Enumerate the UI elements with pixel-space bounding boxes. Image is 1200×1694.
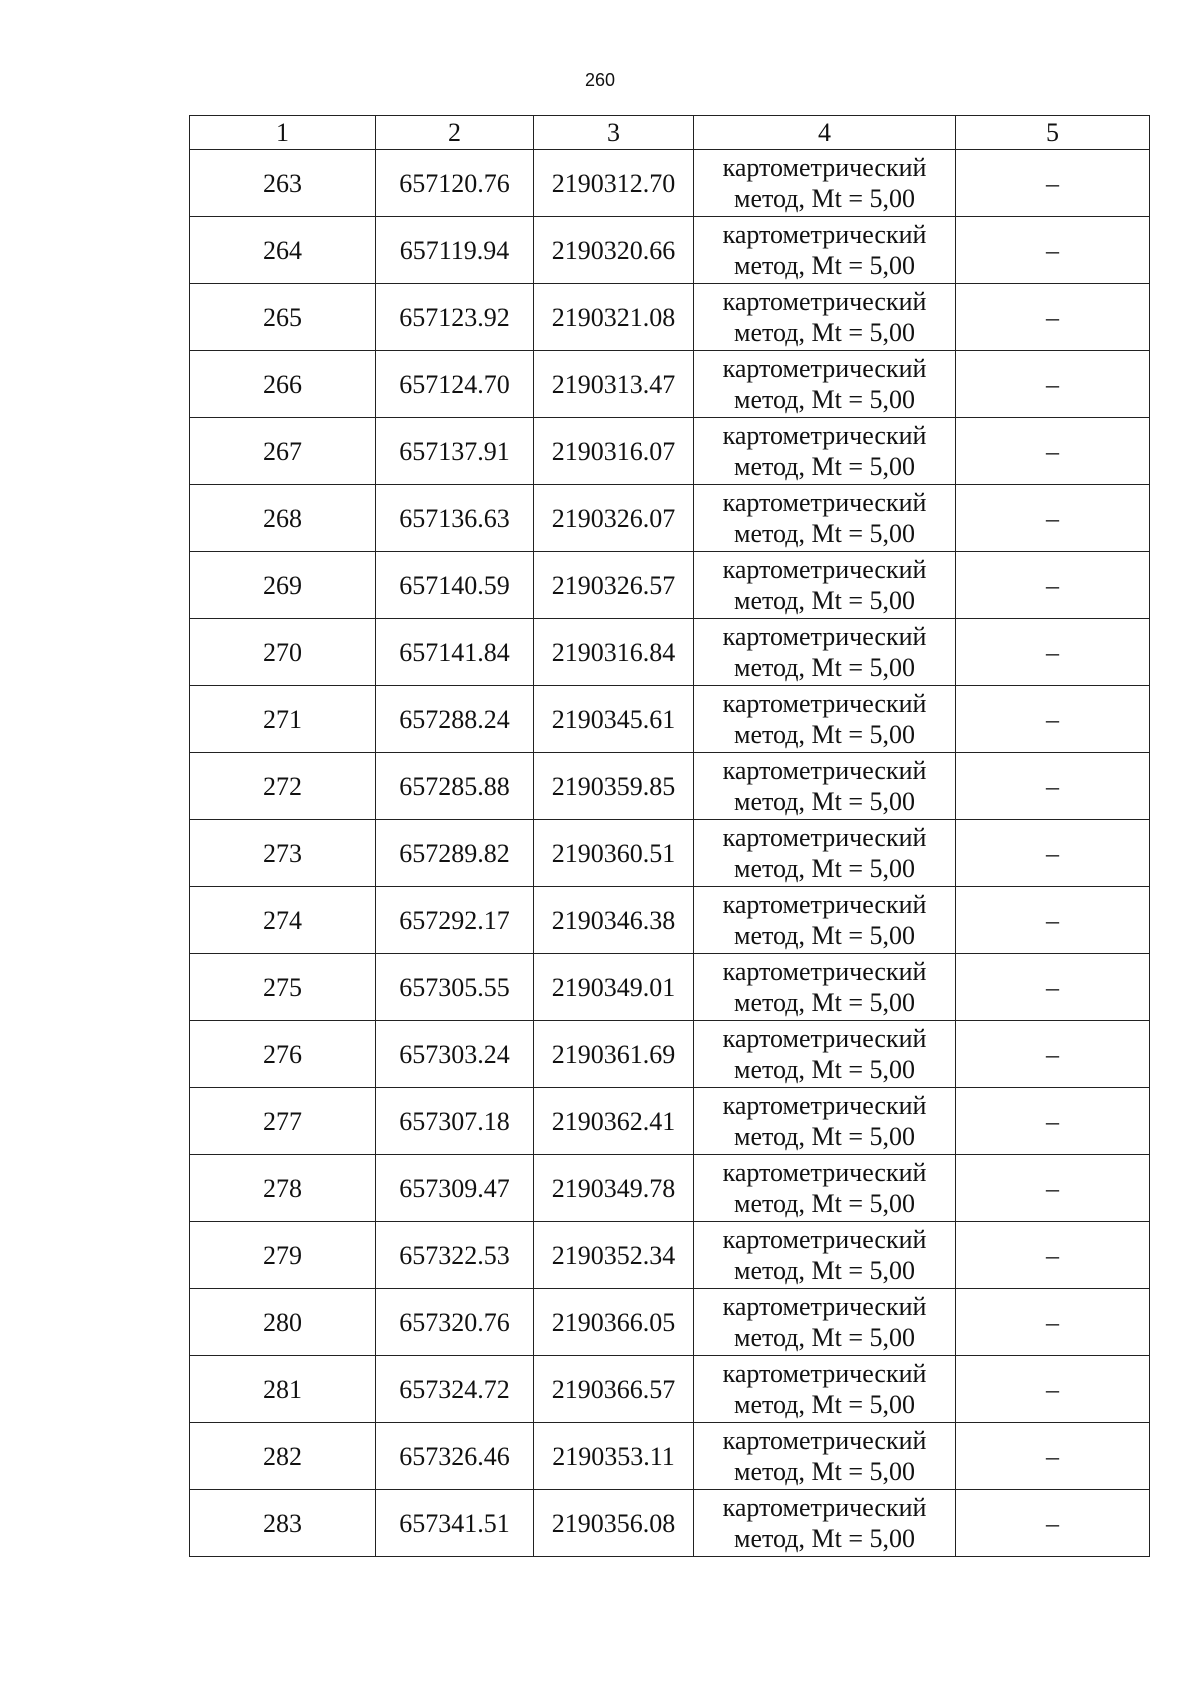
note-cell: –	[956, 1088, 1150, 1155]
method-cell	[694, 1021, 956, 1088]
method-line-2: метод, Mt = 5,00	[734, 1323, 915, 1352]
table-row	[190, 1356, 1150, 1423]
table-row	[190, 418, 1150, 485]
method-line-1: картометрический	[722, 622, 927, 651]
table-row	[190, 485, 1150, 552]
note-cell: –	[956, 552, 1150, 619]
table-row	[190, 284, 1150, 351]
point-number-cell: 269	[190, 552, 376, 619]
header-row	[190, 116, 1150, 150]
point-number-cell: 283	[190, 1490, 376, 1557]
method-cell	[694, 1289, 956, 1356]
method-line-1: картометрический	[722, 153, 927, 182]
method-cell	[694, 552, 956, 619]
method-line-2: метод, Mt = 5,00	[734, 988, 915, 1017]
method-line-2: метод, Mt = 5,00	[734, 653, 915, 682]
x-coordinate-cell: 657119.94	[376, 217, 534, 284]
point-number-cell: 264	[190, 217, 376, 284]
header-col-3: 3	[534, 116, 694, 150]
method-line-1: картометрический	[722, 1158, 927, 1187]
method-line-1: картометрический	[722, 287, 927, 316]
x-coordinate-cell: 657320.76	[376, 1289, 534, 1356]
method-line-2: метод, Mt = 5,00	[734, 519, 915, 548]
method-line-1: картометрический	[722, 756, 927, 785]
point-number-cell: 278	[190, 1155, 376, 1222]
table-row	[190, 351, 1150, 418]
method-cell	[694, 619, 956, 686]
note-cell: –	[956, 217, 1150, 284]
note-cell: –	[956, 1356, 1150, 1423]
x-coordinate-cell: 657309.47	[376, 1155, 534, 1222]
table-row	[190, 1088, 1150, 1155]
method-cell	[694, 1222, 956, 1289]
note-cell: –	[956, 1155, 1150, 1222]
point-number-cell: 270	[190, 619, 376, 686]
y-coordinate-cell: 2190366.05	[534, 1289, 694, 1356]
x-coordinate-cell: 657292.17	[376, 887, 534, 954]
method-cell	[694, 1155, 956, 1222]
note-cell: –	[956, 418, 1150, 485]
point-number-cell: 272	[190, 753, 376, 820]
method-line-1: картометрический	[722, 1024, 927, 1053]
note-cell: –	[956, 887, 1150, 954]
method-line-2: метод, Mt = 5,00	[734, 586, 915, 615]
table-row	[190, 887, 1150, 954]
point-number-cell: 281	[190, 1356, 376, 1423]
method-line-2: метод, Mt = 5,00	[734, 1524, 915, 1553]
note-cell: –	[956, 686, 1150, 753]
method-line-2: метод, Mt = 5,00	[734, 1390, 915, 1419]
y-coordinate-cell: 2190349.01	[534, 954, 694, 1021]
x-coordinate-cell: 657136.63	[376, 485, 534, 552]
y-coordinate-cell: 2190346.38	[534, 887, 694, 954]
x-coordinate-cell: 657322.53	[376, 1222, 534, 1289]
method-cell	[694, 686, 956, 753]
header-col-4: 4	[694, 116, 956, 150]
method-line-1: картометрический	[722, 555, 927, 584]
y-coordinate-cell: 2190316.84	[534, 619, 694, 686]
method-line-2: метод, Mt = 5,00	[734, 1457, 915, 1486]
method-line-2: метод, Mt = 5,00	[734, 1122, 915, 1151]
method-line-2: метод, Mt = 5,00	[734, 184, 915, 213]
method-line-2: метод, Mt = 5,00	[734, 854, 915, 883]
method-cell	[694, 217, 956, 284]
x-coordinate-cell: 657124.70	[376, 351, 534, 418]
note-cell: –	[956, 351, 1150, 418]
note-cell: –	[956, 753, 1150, 820]
table-row	[190, 1021, 1150, 1088]
y-coordinate-cell: 2190326.07	[534, 485, 694, 552]
note-cell: –	[956, 284, 1150, 351]
point-number-cell: 276	[190, 1021, 376, 1088]
point-number-cell: 279	[190, 1222, 376, 1289]
point-number-cell: 275	[190, 954, 376, 1021]
method-line-2: метод, Mt = 5,00	[734, 385, 915, 414]
note-cell: –	[956, 1021, 1150, 1088]
method-line-2: метод, Mt = 5,00	[734, 1055, 915, 1084]
y-coordinate-cell: 2190321.08	[534, 284, 694, 351]
method-line-2: метод, Mt = 5,00	[734, 251, 915, 280]
point-number-cell: 271	[190, 686, 376, 753]
method-line-1: картометрический	[722, 1225, 927, 1254]
method-cell	[694, 351, 956, 418]
x-coordinate-cell: 657324.72	[376, 1356, 534, 1423]
table-header	[190, 116, 1150, 150]
point-number-cell: 267	[190, 418, 376, 485]
table-row	[190, 753, 1150, 820]
method-line-2: метод, Mt = 5,00	[734, 1189, 915, 1218]
y-coordinate-cell: 2190366.57	[534, 1356, 694, 1423]
note-cell: –	[956, 1222, 1150, 1289]
x-coordinate-cell: 657120.76	[376, 150, 534, 217]
method-line-1: картометрический	[722, 823, 927, 852]
method-cell	[694, 1423, 956, 1490]
x-coordinate-cell: 657137.91	[376, 418, 534, 485]
point-number-cell: 265	[190, 284, 376, 351]
note-cell: –	[956, 485, 1150, 552]
table-row	[190, 1490, 1150, 1557]
method-line-1: картометрический	[722, 957, 927, 986]
y-coordinate-cell: 2190360.51	[534, 820, 694, 887]
y-coordinate-cell: 2190313.47	[534, 351, 694, 418]
x-coordinate-cell: 657326.46	[376, 1423, 534, 1490]
method-cell	[694, 820, 956, 887]
table-row	[190, 954, 1150, 1021]
table-row	[190, 552, 1150, 619]
y-coordinate-cell: 2190361.69	[534, 1021, 694, 1088]
method-cell	[694, 1490, 956, 1557]
point-number-cell: 263	[190, 150, 376, 217]
table-row	[190, 217, 1150, 284]
y-coordinate-cell: 2190312.70	[534, 150, 694, 217]
point-number-cell: 274	[190, 887, 376, 954]
method-cell	[694, 150, 956, 217]
method-line-2: метод, Mt = 5,00	[734, 1256, 915, 1285]
note-cell: –	[956, 1289, 1150, 1356]
method-line-1: картометрический	[722, 354, 927, 383]
method-line-1: картометрический	[722, 890, 927, 919]
point-number-cell: 277	[190, 1088, 376, 1155]
table-row	[190, 619, 1150, 686]
method-line-2: метод, Mt = 5,00	[734, 787, 915, 816]
method-line-1: картометрический	[722, 1359, 927, 1388]
x-coordinate-cell: 657307.18	[376, 1088, 534, 1155]
x-coordinate-cell: 657289.82	[376, 820, 534, 887]
coordinates-table	[189, 115, 1150, 1557]
y-coordinate-cell: 2190352.34	[534, 1222, 694, 1289]
x-coordinate-cell: 657341.51	[376, 1490, 534, 1557]
table-row	[190, 686, 1150, 753]
point-number-cell: 280	[190, 1289, 376, 1356]
table-row	[190, 1289, 1150, 1356]
method-line-1: картометрический	[722, 1426, 927, 1455]
note-cell: –	[956, 820, 1150, 887]
note-cell: –	[956, 150, 1150, 217]
method-line-1: картометрический	[722, 1493, 927, 1522]
method-line-1: картометрический	[722, 421, 927, 450]
method-cell	[694, 485, 956, 552]
method-line-1: картометрический	[722, 488, 927, 517]
header-col-5: 5	[956, 116, 1150, 150]
method-cell	[694, 418, 956, 485]
page-number: 260	[584, 70, 616, 90]
y-coordinate-cell: 2190356.08	[534, 1490, 694, 1557]
table-row	[190, 1155, 1150, 1222]
note-cell: –	[956, 1423, 1150, 1490]
table-row	[190, 150, 1150, 217]
note-cell: –	[956, 954, 1150, 1021]
method-line-1: картометрический	[722, 220, 927, 249]
method-cell	[694, 1356, 956, 1423]
method-cell	[694, 887, 956, 954]
header-col-2: 2	[376, 116, 534, 150]
x-coordinate-cell: 657305.55	[376, 954, 534, 1021]
method-line-2: метод, Mt = 5,00	[734, 921, 915, 950]
method-line-1: картометрический	[722, 1091, 927, 1120]
method-line-2: метод, Mt = 5,00	[734, 318, 915, 347]
y-coordinate-cell: 2190362.41	[534, 1088, 694, 1155]
y-coordinate-cell: 2190359.85	[534, 753, 694, 820]
point-number-cell: 266	[190, 351, 376, 418]
x-coordinate-cell: 657141.84	[376, 619, 534, 686]
y-coordinate-cell: 2190316.07	[534, 418, 694, 485]
method-cell	[694, 284, 956, 351]
y-coordinate-cell: 2190345.61	[534, 686, 694, 753]
x-coordinate-cell: 657288.24	[376, 686, 534, 753]
x-coordinate-cell: 657140.59	[376, 552, 534, 619]
method-line-2: метод, Mt = 5,00	[734, 452, 915, 481]
table-row	[190, 820, 1150, 887]
point-number-cell: 282	[190, 1423, 376, 1490]
x-coordinate-cell: 657285.88	[376, 753, 534, 820]
table-row	[190, 1423, 1150, 1490]
method-cell	[694, 954, 956, 1021]
method-cell	[694, 1088, 956, 1155]
y-coordinate-cell: 2190349.78	[534, 1155, 694, 1222]
method-cell	[694, 753, 956, 820]
method-line-1: картометрический	[722, 1292, 927, 1321]
x-coordinate-cell: 657303.24	[376, 1021, 534, 1088]
y-coordinate-cell: 2190353.11	[534, 1423, 694, 1490]
header-col-1: 1	[190, 116, 376, 150]
method-line-1: картометрический	[722, 689, 927, 718]
point-number-cell: 273	[190, 820, 376, 887]
x-coordinate-cell: 657123.92	[376, 284, 534, 351]
y-coordinate-cell: 2190320.66	[534, 217, 694, 284]
point-number-cell: 268	[190, 485, 376, 552]
note-cell: –	[956, 1490, 1150, 1557]
table-row	[190, 1222, 1150, 1289]
y-coordinate-cell: 2190326.57	[534, 552, 694, 619]
method-line-2: метод, Mt = 5,00	[734, 720, 915, 749]
table-body	[190, 150, 1150, 1557]
note-cell: –	[956, 619, 1150, 686]
